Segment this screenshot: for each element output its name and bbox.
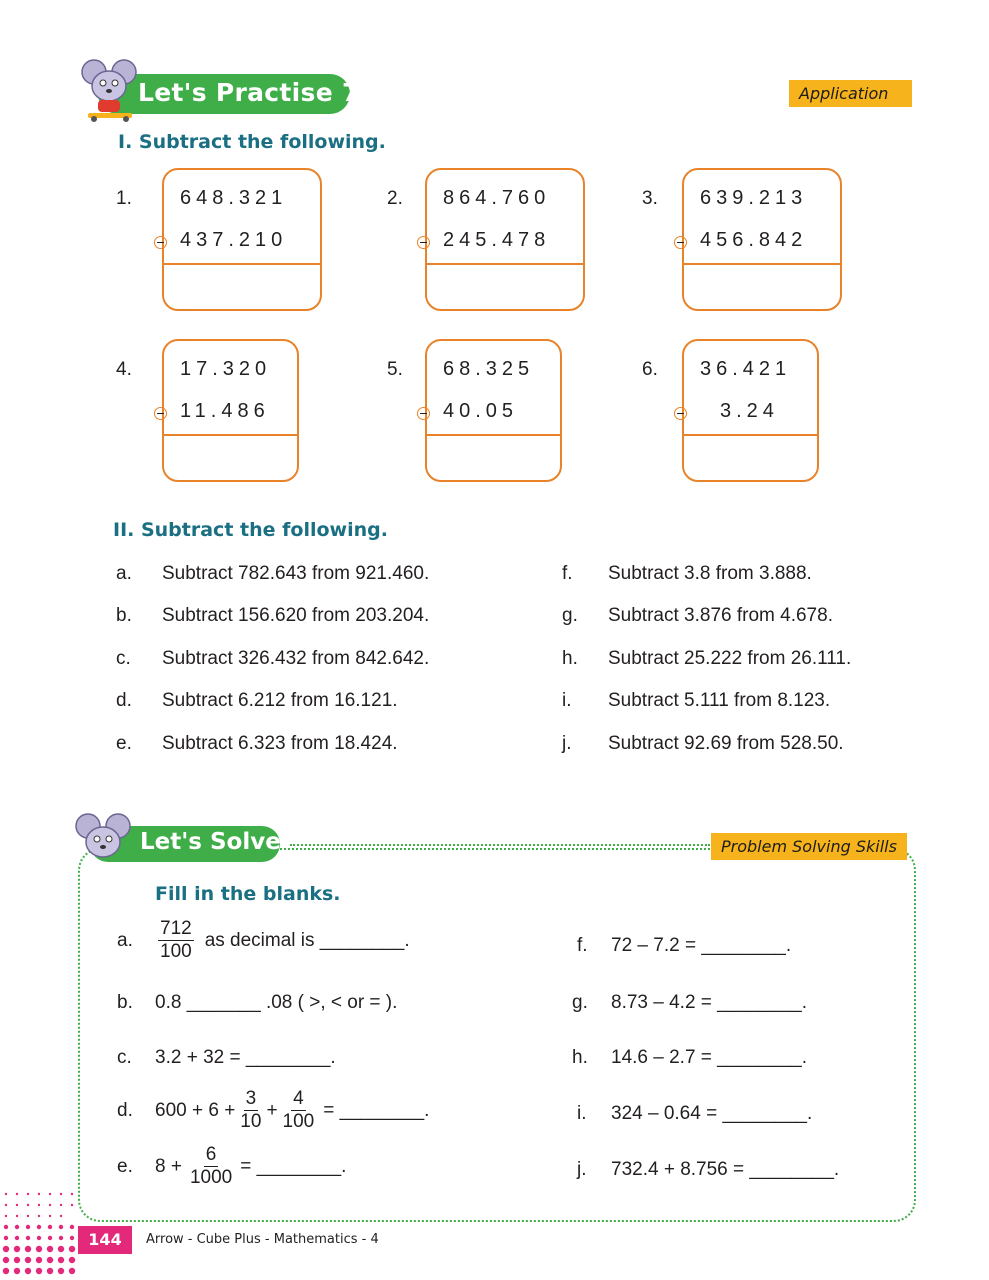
dot: [60, 1204, 62, 1206]
dot: [58, 1268, 64, 1274]
dot: [59, 1236, 63, 1240]
dot: [16, 1193, 18, 1195]
dot: [70, 1236, 74, 1240]
dot: [15, 1225, 19, 1229]
dot: [27, 1204, 29, 1206]
dot: [58, 1257, 64, 1263]
answer-line: [427, 263, 583, 265]
dot: [25, 1268, 31, 1274]
solve-item-f: f. 72 – 7.2 = ________.: [577, 935, 792, 956]
dot: [47, 1268, 53, 1274]
subtrahend: 456.842: [700, 229, 808, 251]
dot: [15, 1236, 19, 1240]
solve-item-a: a. $\frac{712}{100}$ as decimal is ________.: [117, 918, 410, 962]
dot: [59, 1225, 63, 1229]
dot: [4, 1236, 8, 1240]
dot: [16, 1215, 18, 1217]
problem-solving-tag: Problem Solving Skills: [711, 833, 907, 860]
minus-sign-icon: [154, 236, 167, 249]
minuend: 648.321: [180, 187, 288, 209]
dot: [69, 1257, 75, 1263]
list-item: g. Subtract 3.876 from 4.678.: [562, 605, 833, 626]
minus-sign-icon: [154, 407, 167, 420]
dot: [5, 1204, 7, 1206]
dot: [71, 1204, 73, 1206]
dot: [60, 1215, 62, 1217]
dot: [26, 1225, 30, 1229]
dot: [69, 1246, 75, 1252]
minuend: 639.213: [700, 187, 808, 209]
list-item: a. Subtract 782.643 from 921.460.: [116, 563, 430, 584]
problem-number: 4.: [116, 359, 132, 380]
problem-number: 5.: [387, 359, 403, 380]
list-item: j. Subtract 92.69 from 528.50.: [562, 733, 844, 754]
dot: [14, 1268, 20, 1274]
dot: [49, 1215, 51, 1217]
mouse-mascot-icon: [70, 810, 136, 866]
dot: [48, 1236, 52, 1240]
dot: [70, 1225, 74, 1229]
dot: [26, 1236, 30, 1240]
solve-item-d: d. 600 + 6 + $\frac{3}{10}$ + $\frac{4}{100}$ = ________.: [117, 1088, 430, 1132]
solve-item-b: b. 0.8 _______ .08 ( >, < or = ).: [117, 992, 398, 1013]
subtrahend: 245.478: [443, 229, 551, 251]
subtrahend: 3.24: [720, 400, 779, 422]
solve-item-j: j. 732.4 + 8.756 = ________.: [577, 1159, 840, 1180]
footer-book-title: Arrow - Cube Plus - Mathematics - 4: [146, 1232, 379, 1247]
problem-number: 3.: [642, 188, 658, 209]
list-item: d. Subtract 6.212 from 16.121.: [116, 690, 398, 711]
subtrahend: 40.05: [443, 400, 519, 422]
dot: [38, 1215, 40, 1217]
dot: [48, 1225, 52, 1229]
dot: [38, 1204, 40, 1206]
solve-item-i: i. 324 – 0.64 = ________.: [577, 1103, 813, 1124]
answer-line: [427, 434, 560, 436]
solve-item-c: c. 3.2 + 32 = ________.: [117, 1047, 336, 1068]
mouse-mascot-icon: [74, 56, 144, 122]
dot: [37, 1236, 41, 1240]
dot: [71, 1193, 73, 1195]
dot: [58, 1246, 64, 1252]
dot: [3, 1268, 9, 1274]
dot: [25, 1246, 31, 1252]
minuend: 68.325: [443, 358, 535, 380]
dot: [5, 1215, 7, 1217]
dot: [27, 1193, 29, 1195]
dot: [49, 1193, 51, 1195]
subtrahend: 11.486: [180, 400, 270, 422]
list-item: c. Subtract 326.432 from 842.642.: [116, 648, 430, 669]
dot: [38, 1193, 40, 1195]
dot: [14, 1257, 20, 1263]
solve-title: Let's Solve: [140, 829, 281, 855]
problem-number: 2.: [387, 188, 403, 209]
section-1-heading: I. Subtract the following.: [118, 131, 386, 153]
dot: [60, 1193, 62, 1195]
solve-divider: [290, 844, 710, 846]
answer-line: [164, 263, 320, 265]
dot: [47, 1257, 53, 1263]
list-item: e. Subtract 6.323 from 18.424.: [116, 733, 398, 754]
answer-line: [164, 434, 297, 436]
dot: [25, 1257, 31, 1263]
dot: [16, 1204, 18, 1206]
solve-item-e: e. 8 + $\frac{6}{1000}$ = ________.: [117, 1144, 347, 1188]
dot: [27, 1215, 29, 1217]
list-item: i. Subtract 5.111 from 8.123.: [562, 690, 831, 711]
application-tag: Application: [789, 80, 912, 107]
answer-line: [684, 434, 817, 436]
problem-number: 1.: [116, 188, 132, 209]
minuend: 17.320: [180, 358, 272, 380]
minuend: 864.760: [443, 187, 551, 209]
dot: [4, 1225, 8, 1229]
list-item: h. Subtract 25.222 from 26.111.: [562, 648, 852, 669]
dot: [3, 1257, 9, 1263]
solve-heading: Fill in the blanks.: [155, 883, 341, 905]
minus-sign-icon: [674, 407, 687, 420]
solve-item-g: g. 8.73 – 4.2 = ________.: [572, 992, 807, 1013]
minus-sign-icon: [674, 236, 687, 249]
dot: [36, 1268, 42, 1274]
answer-line: [684, 263, 840, 265]
dot: [69, 1268, 75, 1274]
dot: [36, 1246, 42, 1252]
dot: [49, 1204, 51, 1206]
dot: [37, 1225, 41, 1229]
section-2-heading: II. Subtract the following.: [113, 519, 388, 541]
problem-number: 6.: [642, 359, 658, 380]
list-item: f. Subtract 3.8 from 3.888.: [562, 563, 812, 584]
page-number: 144: [78, 1226, 132, 1254]
solve-item-h: h. 14.6 – 2.7 = ________.: [572, 1047, 807, 1068]
subtrahend: 437.210: [180, 229, 288, 251]
dot: [3, 1246, 9, 1252]
practise-title: Let's Practise 7.7: [138, 78, 388, 107]
minuend: 36.421: [700, 358, 792, 380]
dot: [36, 1257, 42, 1263]
dot: [5, 1193, 7, 1195]
list-item: b. Subtract 156.620 from 203.204.: [116, 605, 430, 626]
minus-sign-icon: [417, 236, 430, 249]
dot: [14, 1246, 20, 1252]
dot: [47, 1246, 53, 1252]
minus-sign-icon: [417, 407, 430, 420]
